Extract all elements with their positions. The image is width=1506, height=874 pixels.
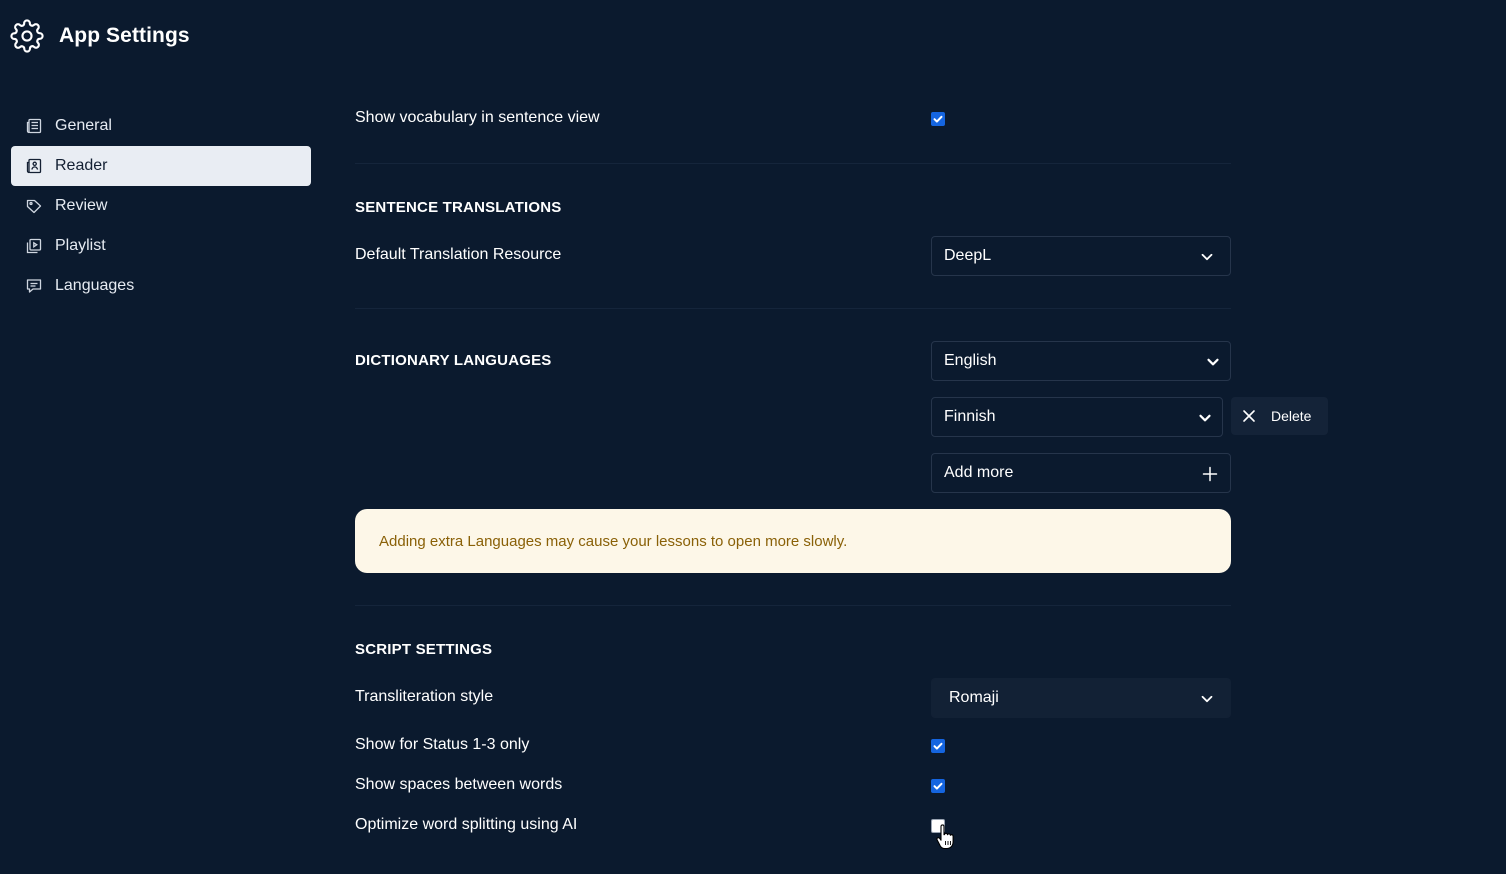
settings-panel xyxy=(355,0,1355,874)
transliteration-style-select[interactable] xyxy=(931,678,1231,718)
sidebar-item-label: Reader xyxy=(55,157,108,174)
dictionary-languages-title: DICTIONARY LANGUAGES xyxy=(355,352,552,369)
gear-icon xyxy=(10,19,44,53)
languages-warning-banner xyxy=(355,509,1231,573)
select-value: Romaji xyxy=(949,689,999,706)
page-title: App Settings xyxy=(59,24,190,47)
translation-resource-select[interactable] xyxy=(931,236,1231,276)
spaces-label: Show spaces between words xyxy=(355,776,563,793)
playlist-icon xyxy=(25,237,43,255)
chevron-down-icon xyxy=(1200,250,1214,264)
sidebar-item-general[interactable] xyxy=(11,106,311,146)
divider xyxy=(355,308,1231,309)
status-only-label: Show for Status 1-3 only xyxy=(355,736,530,753)
sentence-translations-title: SENTENCE TRANSLATIONS xyxy=(355,199,562,216)
sidebar-item-label: Languages xyxy=(55,277,135,294)
ai-splitting-label: Optimize word splitting using AI xyxy=(355,816,578,833)
script-settings-title: SCRIPT SETTINGS xyxy=(355,641,493,658)
chevron-down-icon xyxy=(1200,692,1214,706)
tag-icon xyxy=(25,197,43,215)
chat-icon xyxy=(25,277,43,295)
sidebar-item-label: General xyxy=(55,117,112,134)
vocab-checkbox[interactable] xyxy=(931,112,945,126)
select-value: DeepL xyxy=(944,247,992,264)
divider xyxy=(355,163,1231,164)
select-value: English xyxy=(944,352,997,369)
spaces-checkbox[interactable] xyxy=(931,779,945,793)
translation-resource-label: Default Translation Resource xyxy=(355,246,562,263)
sidebar-item-label: Playlist xyxy=(55,237,106,254)
newspaper-icon xyxy=(25,117,43,135)
sidebar-item-reader[interactable] xyxy=(11,146,311,186)
hand-cursor-icon xyxy=(935,824,955,852)
sidebar-item-label: Review xyxy=(55,197,108,214)
app-header xyxy=(10,18,190,54)
select-value: Finnish xyxy=(944,408,996,425)
reader-icon xyxy=(25,157,43,175)
sidebar xyxy=(11,106,311,306)
close-icon xyxy=(1242,409,1256,423)
divider xyxy=(355,605,1231,606)
dictionary-language-select[interactable] xyxy=(931,397,1223,437)
chevron-down-icon xyxy=(1206,355,1220,369)
add-language-button[interactable] xyxy=(931,453,1231,493)
add-more-label: Add more xyxy=(944,464,1014,481)
status-only-checkbox[interactable] xyxy=(931,739,945,753)
dictionary-language-select[interactable] xyxy=(931,341,1231,381)
transliteration-label: Transliteration style xyxy=(355,688,494,705)
vocab-setting-label: Show vocabulary in sentence view xyxy=(355,109,600,126)
delete-label: Delete xyxy=(1271,408,1312,424)
sidebar-item-playlist[interactable] xyxy=(11,226,311,266)
sidebar-item-languages[interactable] xyxy=(11,266,311,306)
warning-text: Adding extra Languages may cause your lessons to open more slowly. xyxy=(379,532,848,550)
sidebar-item-review[interactable] xyxy=(11,186,311,226)
delete-language-button[interactable] xyxy=(1231,397,1328,435)
chevron-down-icon xyxy=(1198,411,1212,425)
plus-icon xyxy=(1202,466,1218,482)
